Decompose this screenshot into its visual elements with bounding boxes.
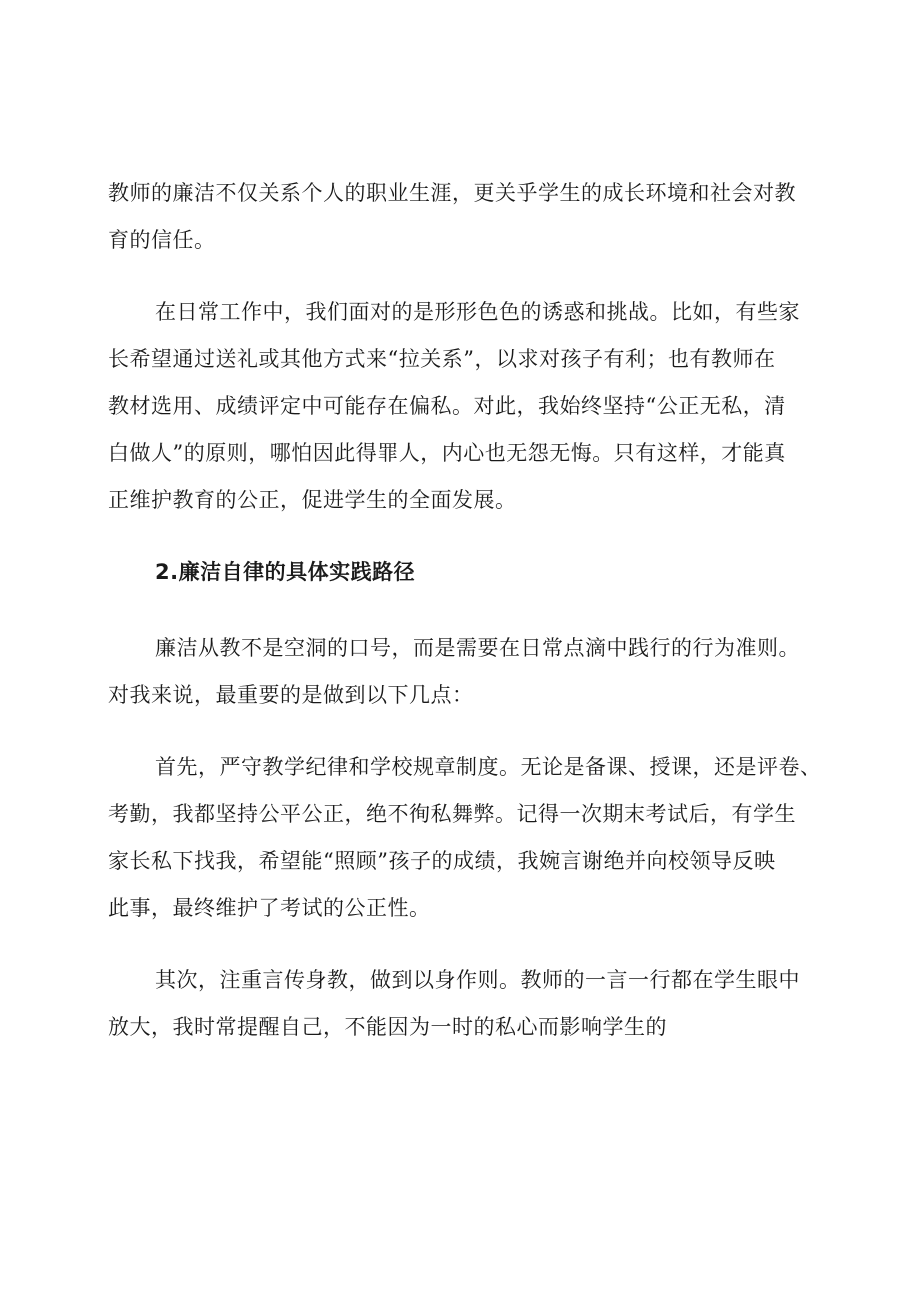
text-line: 廉洁从教不是空洞的口号，而是需要在日常点滴中践行的行为准则。 xyxy=(155,636,800,660)
text-line: 家长私下找我，希望能“照顾”孩子的成绩，我婉言谢绝并向校领导反映 xyxy=(108,849,776,873)
text-line: 育的信任。 xyxy=(108,228,216,252)
text-line: 此事，最终维护了考试的公正性。 xyxy=(108,896,431,920)
paragraph-first-point xyxy=(108,744,822,932)
text-line: 教材选用、成绩评定中可能存在偏私。对此，我始终坚持“公正无私，清 xyxy=(108,394,786,418)
text-line: 正维护教育的公正，促进学生的全面发展。 xyxy=(108,488,517,512)
text-line: 对我来说，最重要的是做到以下几点： xyxy=(108,683,474,707)
text-line: 长希望通过送礼或其他方式来“拉关系”，以求对孩子有利；也有教师在 xyxy=(108,347,776,371)
text-line: 教师的廉洁不仅关系个人的职业生涯，更关乎学生的成长环境和社会对教 xyxy=(108,181,796,205)
paragraph-practice-intro xyxy=(108,625,808,719)
section-heading: 2.廉洁自律的具体实践路径 xyxy=(155,560,416,584)
text-line: 白做人”的原则，哪怕因此得罪人，内心也无怨无悔。只有这样，才能真 xyxy=(108,441,786,465)
paragraph-integrity-intro xyxy=(108,170,808,264)
text-line: 在日常工作中，我们面对的是形形色色的诱惑和挑战。比如，有些家 xyxy=(155,300,800,324)
text-line: 其次，注重言传身教，做到以身作则。教师的一言一行都在学生眼中 xyxy=(155,968,800,992)
document-page xyxy=(108,170,822,1076)
text-line: 首先，严守教学纪律和学校规章制度。无论是备课、授课，还是评卷、 xyxy=(155,755,822,779)
paragraph-second-point xyxy=(108,957,808,1051)
text-line: 考勤，我都坚持公平公正，绝不徇私舞弊。记得一次期末考试后，有学生 xyxy=(108,802,796,826)
text-line: 放大，我时常提醒自己，不能因为一时的私心而影响学生的 xyxy=(108,1015,667,1039)
paragraph-daily-temptations xyxy=(108,289,808,524)
